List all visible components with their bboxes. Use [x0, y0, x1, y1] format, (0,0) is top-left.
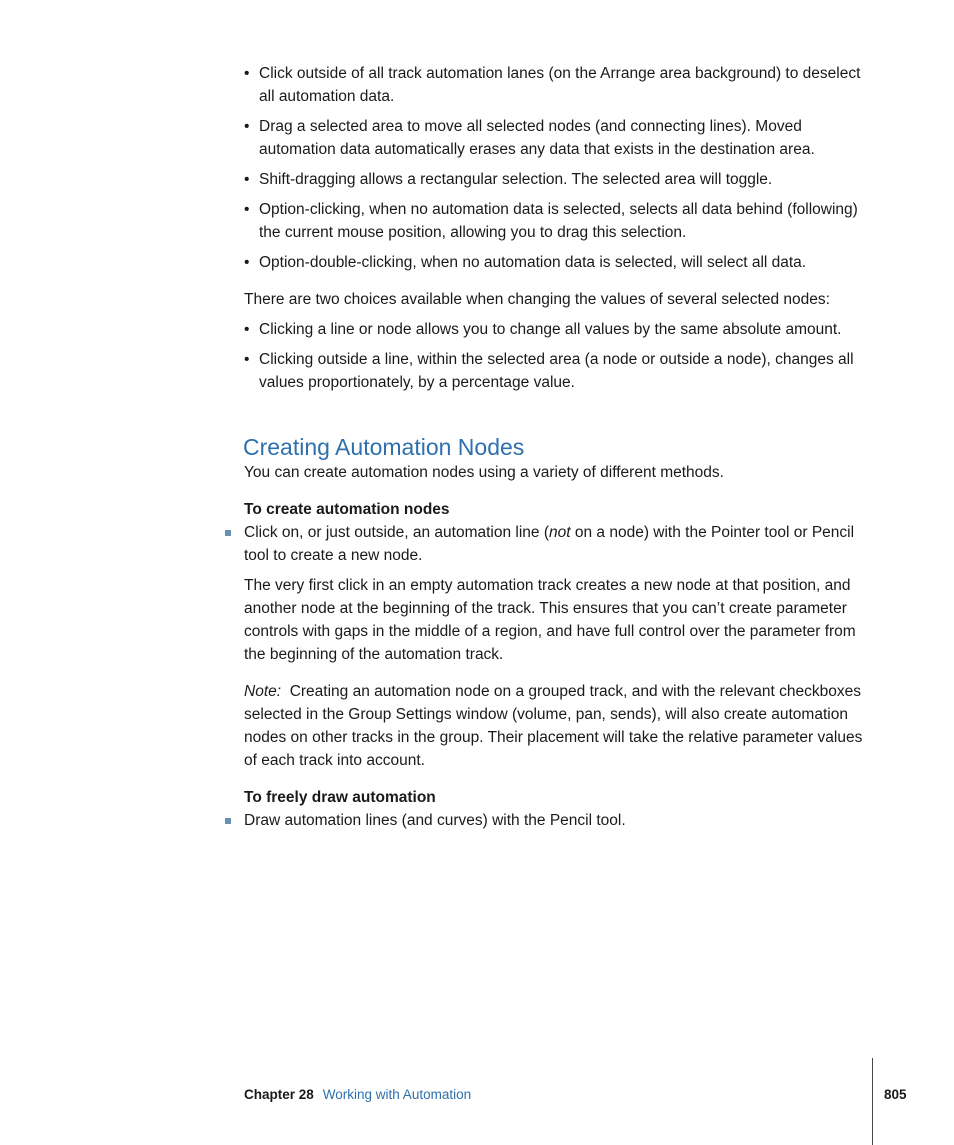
list-item-text: Drag a selected area to move all selected nodes (and connecting lines). Moved automation data automatically erases any data that exists in the destination area.: [259, 118, 815, 158]
task-title-create-nodes: To create automation nodes: [244, 501, 450, 518]
list-item-text: Option-clicking, when no automation data is selected, selects all data behind (following) the current mouse position, allowing you to drag this selection.: [259, 201, 858, 241]
list-item-text: Clicking outside a line, within the selected area (a node or outside a node), changes all values proportionately, by a percentage value.: [259, 351, 854, 391]
list-item: [244, 168, 876, 191]
task-detail-paragraph: The very first click in an empty automation track creates a new node at that position, and another node at the beginning of the track. This ensures that you can’t create parameter controls with gaps in the middle of a region, and have full control over the parameter from the beginning of the automation track.: [244, 577, 856, 663]
task-step-text: Draw automation lines (and curves) with the Pencil tool.: [244, 812, 626, 829]
choices-bullet-list: [244, 318, 876, 401]
list-item: [244, 115, 876, 161]
footer-divider: [872, 1058, 873, 1145]
bullet-dot-icon: •: [244, 65, 250, 82]
task-step-text-pre: Click on, or just outside, an automation line (: [244, 524, 549, 541]
selection-bullet-list: [244, 62, 876, 281]
choices-intro-paragraph: There are two choices available when changing the values of several selected nodes:: [244, 291, 830, 308]
bullet-dot-icon: •: [244, 118, 250, 135]
footer-chapter-number: Chapter 28: [244, 1087, 314, 1102]
section-heading: Creating Automation Nodes: [243, 434, 525, 460]
task-step-text-post: on a node) with the Pointer tool or Pencil tool to create a new node.: [244, 524, 855, 564]
square-bullet-icon: [225, 530, 231, 536]
list-item-text: Click outside of all track automation lanes (on the Arrange area background) to deselect all automation data.: [259, 65, 861, 105]
task-step-draw-automation: [244, 809, 876, 832]
list-item: [244, 62, 876, 108]
bullet-dot-icon: •: [244, 201, 250, 218]
square-bullet-icon: [225, 818, 231, 824]
note-text: Creating an automation node on a grouped track, and with the relevant checkboxes selected in the Group Settings window (volume, pan, sends), will also create automation nodes on other tracks in the group. Their placement will take the relative parameter values of each track into account.: [244, 683, 863, 769]
note-paragraph: [244, 680, 876, 772]
list-item: [244, 251, 876, 274]
list-item: [244, 198, 876, 244]
list-item-text: Clicking a line or node allows you to change all values by the same absolute amount.: [259, 321, 842, 338]
list-item-text: Shift-dragging allows a rectangular selection. The selected area will toggle.: [259, 171, 773, 188]
bullet-dot-icon: •: [244, 171, 250, 188]
list-item: [244, 318, 876, 341]
bullet-dot-icon: •: [244, 351, 250, 368]
task-step-create-nodes: [244, 521, 876, 567]
footer-chapter-info: [244, 1086, 471, 1104]
section-intro-paragraph: You can create automation nodes using a variety of different methods.: [244, 464, 724, 481]
note-label: Note:: [244, 683, 282, 700]
task-step-emphasis: not: [549, 524, 571, 541]
list-item: [244, 348, 876, 394]
footer-chapter-title[interactable]: Working with Automation: [322, 1087, 472, 1102]
list-item-text: Option-double-clicking, when no automation data is selected, will select all data.: [259, 254, 807, 271]
task-title-draw-automation: To freely draw automation: [244, 789, 436, 806]
page-number: 805: [884, 1087, 907, 1102]
bullet-dot-icon: •: [244, 321, 250, 338]
bullet-dot-icon: •: [244, 254, 250, 271]
